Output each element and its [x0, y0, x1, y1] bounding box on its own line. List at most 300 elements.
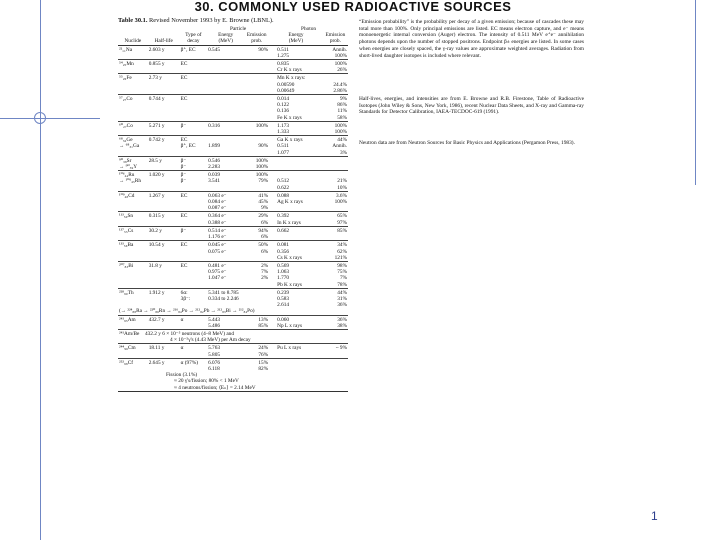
cell-pe: 1.063	[277, 269, 290, 276]
cell-pp: 36%	[337, 302, 347, 309]
column-header: prob.	[323, 38, 348, 45]
cell-pe: Ga K x rays	[269, 136, 323, 144]
cell-energy	[207, 185, 244, 192]
cell-decay	[180, 255, 207, 262]
table-row	[118, 191, 348, 199]
column-header: Energy	[218, 32, 234, 39]
cell-prob	[244, 150, 269, 157]
page-number: 1	[651, 509, 658, 523]
cell-pe	[269, 234, 323, 241]
cell-prob	[244, 255, 269, 262]
cell-pp: 100%	[323, 60, 348, 68]
cell-pe: 0.122	[277, 102, 290, 109]
cell-nuclide: ⁵⁴₂₅Mn	[118, 60, 148, 68]
cell-decay: β⁻	[180, 164, 187, 171]
cell-nuclide	[118, 282, 148, 289]
cell-nuclide: ⁶⁸₃₂Ge	[118, 136, 148, 144]
cell-halflife	[148, 234, 180, 241]
cell-prob: 13%	[244, 315, 269, 323]
cell-pp	[323, 164, 348, 171]
table-row	[118, 226, 348, 234]
cell-prob	[244, 288, 269, 296]
cell-pe: Pu L x rays	[269, 344, 323, 352]
cell-pe: 0.835	[269, 60, 323, 68]
cell-halflife	[148, 185, 180, 192]
cell-prob: 24%	[244, 344, 269, 352]
column-header: Energy	[288, 32, 304, 39]
cell-pp: 36%	[323, 315, 348, 323]
cell-decay	[180, 53, 207, 60]
cell-pp: 121%	[334, 254, 347, 261]
decor-right-line	[695, 0, 696, 185]
cell-pp: 100%	[334, 129, 347, 136]
cell-pe: Fe K x rays	[277, 114, 302, 121]
table-row	[118, 95, 348, 103]
cell-energy: 0.075 e⁻	[208, 248, 227, 255]
cell-pp: 21%	[337, 178, 347, 185]
cell-halflife	[148, 115, 180, 122]
cell-decay: β⁻	[180, 121, 207, 129]
table-row	[118, 282, 348, 289]
cell-nuclide: ¹⁰⁹₄₈Cd	[118, 191, 148, 199]
cell-decay	[180, 67, 207, 74]
cell-halflife: 0.744 y	[148, 95, 180, 103]
cell-halflife: 2.645 y	[148, 358, 180, 366]
cell-pp	[323, 352, 348, 359]
cell-halflife	[148, 150, 180, 157]
cell-decay	[180, 88, 207, 95]
cell-decay: β⁺, EC	[180, 45, 207, 53]
cell-decay: EC	[180, 136, 207, 144]
cell-energy	[207, 95, 244, 103]
cell-energy	[207, 282, 244, 289]
column-header: Half-life	[148, 38, 180, 45]
table-row	[118, 129, 348, 136]
cell-halflife: 2.73 y	[148, 74, 180, 82]
cell-pe: 0.00649	[277, 87, 295, 94]
cell-energy: 0.084 e⁻	[208, 199, 227, 206]
cell-nuclide: → ¹⁰⁶₄₅Rh	[119, 178, 142, 185]
cell-pe: In K x rays	[277, 219, 301, 226]
cell-prob: 82%	[258, 365, 269, 372]
table-row	[118, 220, 348, 227]
cell-decay: α	[180, 315, 207, 323]
cell-halflife: 0.315 y	[148, 212, 180, 220]
cell-decay: EC	[180, 60, 207, 68]
decor-horizontal-line	[0, 118, 100, 119]
cell-halflife	[148, 129, 180, 136]
cell-decay: 3β⁻:	[180, 295, 191, 302]
cell-nuclide: ¹¹³₅₀Sn	[118, 212, 148, 220]
cell-decay: β⁺, EC	[180, 143, 196, 150]
table-caption	[118, 17, 274, 24]
cell-energy	[207, 150, 244, 157]
cell-pp	[323, 74, 348, 82]
cell-prob: 90%	[258, 143, 269, 150]
cell-prob: 100%	[244, 156, 269, 164]
cell-prob: 41%	[244, 191, 269, 199]
cell-pe	[269, 352, 323, 359]
cell-decay: β⁻	[180, 156, 207, 164]
cell-pp	[323, 234, 348, 241]
cell-decay: β⁻	[180, 226, 207, 234]
cell-halflife	[148, 205, 180, 212]
cell-pe: 0.081	[269, 241, 323, 249]
cell-pp: 86%	[337, 102, 347, 109]
ambe-row-2-text: 4 × 10⁻⁵γ's (4.43 MeV) per Am decay	[170, 337, 251, 344]
cell-energy	[207, 74, 244, 82]
cell-nuclide: ¹³³₅₆Ba	[118, 241, 148, 249]
cell-decay	[180, 282, 207, 289]
cell-energy: 0.514 e⁻	[207, 226, 244, 234]
cell-pe: Cs K x rays	[277, 254, 302, 261]
cell-pp: 100%	[334, 199, 347, 206]
table-row	[118, 53, 348, 60]
table-row	[118, 255, 348, 262]
table-end-rule	[118, 391, 348, 392]
cell-decay: EC	[180, 74, 207, 82]
cell-nuclide: ²²₁₁Na	[118, 45, 148, 53]
cell-decay: β⁻	[180, 178, 187, 185]
table-row	[118, 315, 348, 323]
cell-decay	[180, 205, 207, 212]
cell-pe: Ag K x rays	[277, 199, 303, 206]
table-row	[118, 344, 348, 352]
cell-pe: 1.275	[277, 52, 290, 59]
cell-energy: 1.047 e⁻	[208, 275, 227, 282]
cell-prob: 2%	[261, 275, 269, 282]
cell-halflife	[148, 88, 180, 95]
cell-energy: 0.063 e⁻	[207, 191, 244, 199]
cell-halflife: 5.271 y	[148, 121, 180, 129]
side-note-3: Neutron data are from Neutron Sources for Basic Physics and Applications (Pergamon Press, 1983).	[359, 140, 575, 146]
cell-prob: 85%	[258, 322, 269, 329]
cell-pp: 44%	[323, 136, 348, 144]
cell-prob: 6%	[261, 234, 269, 241]
cell-energy: 6.076	[207, 358, 244, 366]
ambe-nuclide: ²⁴¹Am/Be	[119, 330, 140, 337]
cell-prob	[244, 60, 269, 68]
cell-nuclide: ²⁰⁷₈₃Bi	[118, 261, 148, 269]
table-row	[118, 352, 348, 359]
cell-pp: 2.86%	[333, 87, 347, 94]
cell-energy: 0.388 e⁻	[208, 219, 227, 226]
cell-pe: 0.511	[269, 45, 323, 53]
cell-nuclide: ⁵⁵₂₆Fe	[118, 74, 148, 82]
cell-prob	[244, 115, 269, 122]
table-row	[118, 171, 348, 179]
sources-table	[118, 26, 348, 392]
cell-pp: 3%	[339, 149, 347, 156]
cell-prob: 100%	[244, 171, 269, 179]
table-row	[118, 234, 348, 241]
table-row	[118, 323, 348, 330]
cell-pe: 1.077	[277, 149, 290, 156]
cell-pe: 0.00590	[277, 81, 295, 88]
cell-nuclide: → ⁶⁸₃₁Ga	[119, 143, 140, 150]
cell-energy: 5.763	[207, 344, 244, 352]
cell-energy: 5.443	[207, 315, 244, 323]
cell-nuclide	[118, 150, 148, 157]
cell-energy	[207, 136, 244, 144]
cell-nuclide: → ⁹⁰₃₉Y	[119, 164, 138, 171]
cell-prob: 79%	[258, 178, 269, 185]
column-header: Type of	[185, 32, 202, 39]
decor-circle	[34, 112, 46, 124]
cell-decay	[180, 323, 207, 330]
cell-decay: 6α:	[180, 288, 207, 296]
cell-prob: 6%	[261, 248, 269, 255]
cell-halflife	[148, 282, 180, 289]
cell-pp: 100%	[334, 52, 347, 59]
cell-pp: 65%	[323, 212, 348, 220]
cell-nuclide: ⁹⁰₃₈Sr	[118, 156, 148, 164]
cell-nuclide: ¹⁰⁶₄₄Ru	[118, 171, 148, 179]
cell-nuclide: ²⁴¹₉₅Am	[118, 315, 148, 323]
ambe-row	[118, 329, 348, 337]
cell-prob	[244, 185, 269, 192]
cell-pp: 44%	[323, 288, 348, 296]
cell-nuclide	[118, 67, 148, 74]
cell-pp: 62%	[337, 248, 347, 255]
cell-nuclide	[118, 234, 148, 241]
cell-decay: EC	[180, 95, 207, 103]
cell-decay	[180, 234, 207, 241]
cell-pe: 1.770	[277, 275, 290, 282]
cell-halflife: 18.11 y	[148, 344, 180, 352]
cell-prob: 100%	[255, 164, 269, 171]
cell-nuclide	[118, 323, 148, 330]
cell-pp	[323, 205, 348, 212]
cell-pe	[269, 156, 323, 164]
cell-energy: 5.341 to 8.785	[207, 288, 244, 296]
cell-nuclide: ⁶⁰₂₇Co	[118, 121, 148, 129]
cell-pe	[269, 164, 323, 171]
cell-energy: 0.481 e⁻	[207, 261, 244, 269]
cell-prob	[244, 95, 269, 103]
cell-decay: EC	[180, 261, 207, 269]
cell-halflife: 31.8 y	[148, 261, 180, 269]
cell-decay	[180, 185, 207, 192]
cell-pe: 0.088	[269, 191, 323, 199]
cell-pp: 11%	[337, 108, 347, 115]
th-decay-chain	[118, 308, 348, 315]
cell-pe: Mn K x rays:	[269, 74, 323, 82]
cell-prob: 2%	[244, 261, 269, 269]
cell-decay: EC	[180, 191, 207, 199]
table-row	[118, 241, 348, 249]
cell-energy: 0.087 e⁻	[208, 205, 227, 212]
cell-prob	[244, 53, 269, 60]
fission-line-text: Fission (3.1%)	[166, 372, 198, 379]
group-header-photon: Photon	[301, 26, 317, 32]
cell-pp: Annih.	[332, 143, 347, 150]
cell-nuclide	[118, 255, 148, 262]
cell-halflife: 0.855 y	[148, 60, 180, 68]
table-row	[118, 205, 348, 212]
cell-pp: 7%	[339, 275, 347, 282]
cell-halflife: 0.742 y	[148, 136, 180, 144]
cell-energy: 3.541	[208, 178, 220, 185]
cell-decay: β⁻	[180, 171, 207, 179]
cell-pp	[323, 358, 348, 366]
table-row	[118, 185, 348, 192]
cell-decay	[180, 352, 207, 359]
column-header: Emission	[246, 32, 267, 39]
cell-halflife	[148, 67, 180, 74]
cell-energy: 5.486	[208, 322, 220, 329]
cell-pe: 0.662	[269, 226, 323, 234]
cell-halflife	[148, 164, 180, 171]
table-row	[118, 212, 348, 220]
cell-energy: 0.364 e⁻	[207, 212, 244, 220]
cell-decay: α (97%)	[180, 358, 207, 366]
column-header: (MeV)	[269, 38, 323, 45]
cell-energy: 0.545	[207, 45, 244, 53]
cell-energy: 2.283	[208, 164, 220, 171]
cell-decay	[180, 115, 207, 122]
cell-decay: α	[180, 344, 207, 352]
cell-nuclide: ²²⁸₉₀Th	[118, 288, 148, 296]
cell-prob: 90%	[244, 45, 269, 53]
table-body	[118, 45, 348, 392]
cell-decay	[180, 220, 207, 227]
cell-pp: 78%	[337, 281, 347, 288]
table-row	[118, 261, 348, 269]
cell-nuclide	[118, 185, 148, 192]
cell-halflife	[148, 323, 180, 330]
cell-pe: 0.511	[277, 143, 289, 150]
cell-pp: 24.4%	[333, 81, 347, 88]
cell-halflife: 1.267 y	[148, 191, 180, 199]
cell-pp: 97%	[337, 219, 347, 226]
table-row	[118, 115, 348, 122]
cell-prob	[244, 282, 269, 289]
cell-pe: 0.239	[269, 288, 323, 296]
cell-pp	[323, 156, 348, 164]
ambe-row-text	[118, 329, 348, 337]
cell-pp: 85%	[323, 226, 348, 234]
fission-line-text: ≈ 4 neutrons/fission; ⟨Eₙ⟩ = 2.14 MeV	[174, 384, 256, 391]
side-note-1: “Emission probability” is the probability per decay of a given emission; because of cascades these may total more than 100%. Only principal emissions are listed. EC means electron capture, and e⁻ means monoenergetic internal conversion (Auger) electron. The intensity of 0.511 MeV e⁺e⁻ annihilation photons depends upon the number of stopped positrons. Endpoint β± energies are listed. In some cases when energies are closely spaced, the γ-ray values are approximate weighted averages. Radiation from short-lived daughter isotopes is included where relevant.	[359, 19, 584, 59]
cell-nuclide	[118, 53, 148, 60]
cell-prob: 76%	[258, 351, 269, 358]
cell-prob	[244, 129, 269, 136]
table-row	[118, 156, 348, 164]
cell-pp: 26%	[337, 67, 347, 74]
cell-prob: 7%	[261, 269, 269, 276]
cell-prob: 15%	[244, 358, 269, 366]
side-note-2: Half-lives, energies, and intensities are from E. Browne and R.B. Firestone, Table of Radioactive Isotopes (John Wiley & Sons, New York, 1986), recent Nuclear Data Sheets, and X-ray and Gamma-ray Standards for Detector Calibration, IAEA-TECDOC-619 (1991).	[359, 96, 584, 116]
page-title: 30. COMMONLY USED RADIOACTIVE SOURCES	[194, 0, 512, 14]
cell-prob	[244, 136, 269, 144]
cell-energy: 0.045 e⁻	[207, 241, 244, 249]
cell-pe: 0.512	[277, 178, 290, 185]
cell-nuclide	[118, 205, 148, 212]
column-header: decay	[180, 38, 207, 45]
column-header: Emission	[325, 32, 346, 39]
document-page	[118, 0, 588, 540]
cell-energy: 1.176 e⁻	[208, 234, 227, 241]
cell-pp: ~ 9%	[323, 344, 348, 352]
fission-line-text: ≈ 20 γ's/fission; 80% < 1 MeV	[174, 378, 239, 385]
cell-nuclide: ¹³⁷₅₅Cs	[118, 226, 148, 234]
fission-line	[118, 385, 348, 392]
cell-pp: 75%	[337, 269, 347, 276]
cell-pe: 1.173	[269, 121, 323, 129]
cell-prob	[244, 88, 269, 95]
cell-pp: 31%	[337, 295, 347, 302]
group-header-particle: Particle	[230, 26, 247, 32]
cell-halflife: 1.912 y	[148, 288, 180, 296]
cell-prob: 94%	[244, 226, 269, 234]
cell-nuclide	[118, 129, 148, 136]
cell-pe: 1.333	[277, 129, 290, 136]
cell-halflife	[148, 352, 180, 359]
table-row	[118, 164, 348, 171]
cell-pe: 0.583	[277, 295, 290, 302]
cell-pp: Annih.	[323, 45, 348, 53]
cell-pe: 0.136	[277, 108, 290, 115]
table-row	[118, 150, 348, 157]
th-decay-chain-text: (→ ²²⁴₈₈Ra → ²²⁰₈₆Rn → ²¹⁶₈₄Po → ²¹²₈₂Pb → ²¹²₈₃Bi → ²¹²₈₄Po)	[119, 308, 255, 315]
cell-pe: Pb K x rays	[277, 281, 302, 288]
cell-decay: EC	[180, 212, 207, 220]
cell-energy	[207, 255, 244, 262]
caption-label: Table 30.1.	[118, 17, 148, 24]
cell-nuclide	[118, 115, 148, 122]
header-row-2	[118, 38, 348, 45]
cell-pp: 9%	[323, 95, 348, 103]
table-row	[118, 358, 348, 366]
ambe-line-1: 432.2 y 6 × 10⁻⁵ neutrons (4–8 MeV) and	[145, 330, 234, 337]
cell-prob: 50%	[244, 241, 269, 249]
caption-text: Revised November 1993 by E. Browne (LBNL).	[149, 17, 274, 24]
cell-energy: 6.118	[208, 365, 220, 372]
cell-nuclide	[118, 88, 148, 95]
cell-decay: EC	[180, 241, 207, 249]
cell-prob: 9%	[261, 205, 269, 212]
cell-pe: 0.014	[269, 95, 323, 103]
cell-pe: 0.622	[277, 184, 290, 191]
cell-halflife: 1.020 y	[148, 171, 180, 179]
cell-pe: 0.060	[269, 315, 323, 323]
cell-pe	[269, 358, 323, 366]
cell-halflife: 2.603 y	[148, 45, 180, 53]
cell-halflife: 28.5 y	[148, 156, 180, 164]
cell-pe: 0.356	[277, 248, 290, 255]
ambe-row-2	[118, 337, 348, 344]
table-row	[118, 88, 348, 95]
cell-energy	[207, 129, 244, 136]
cell-energy: 1.899	[208, 143, 220, 150]
column-header: (MeV)	[207, 38, 244, 45]
cell-energy	[207, 88, 244, 95]
cell-pp	[323, 171, 348, 179]
cell-energy	[207, 115, 244, 122]
cell-energy: 0.316	[207, 121, 244, 129]
cell-energy	[207, 53, 244, 60]
cell-decay	[180, 129, 207, 136]
cell-energy	[207, 60, 244, 68]
table-row	[118, 60, 348, 68]
cell-pe	[269, 171, 323, 179]
cell-pp: 38%	[337, 322, 347, 329]
cell-pp: 10%	[337, 184, 347, 191]
cell-halflife	[148, 255, 180, 262]
cell-energy	[207, 67, 244, 74]
table-row	[118, 67, 348, 74]
